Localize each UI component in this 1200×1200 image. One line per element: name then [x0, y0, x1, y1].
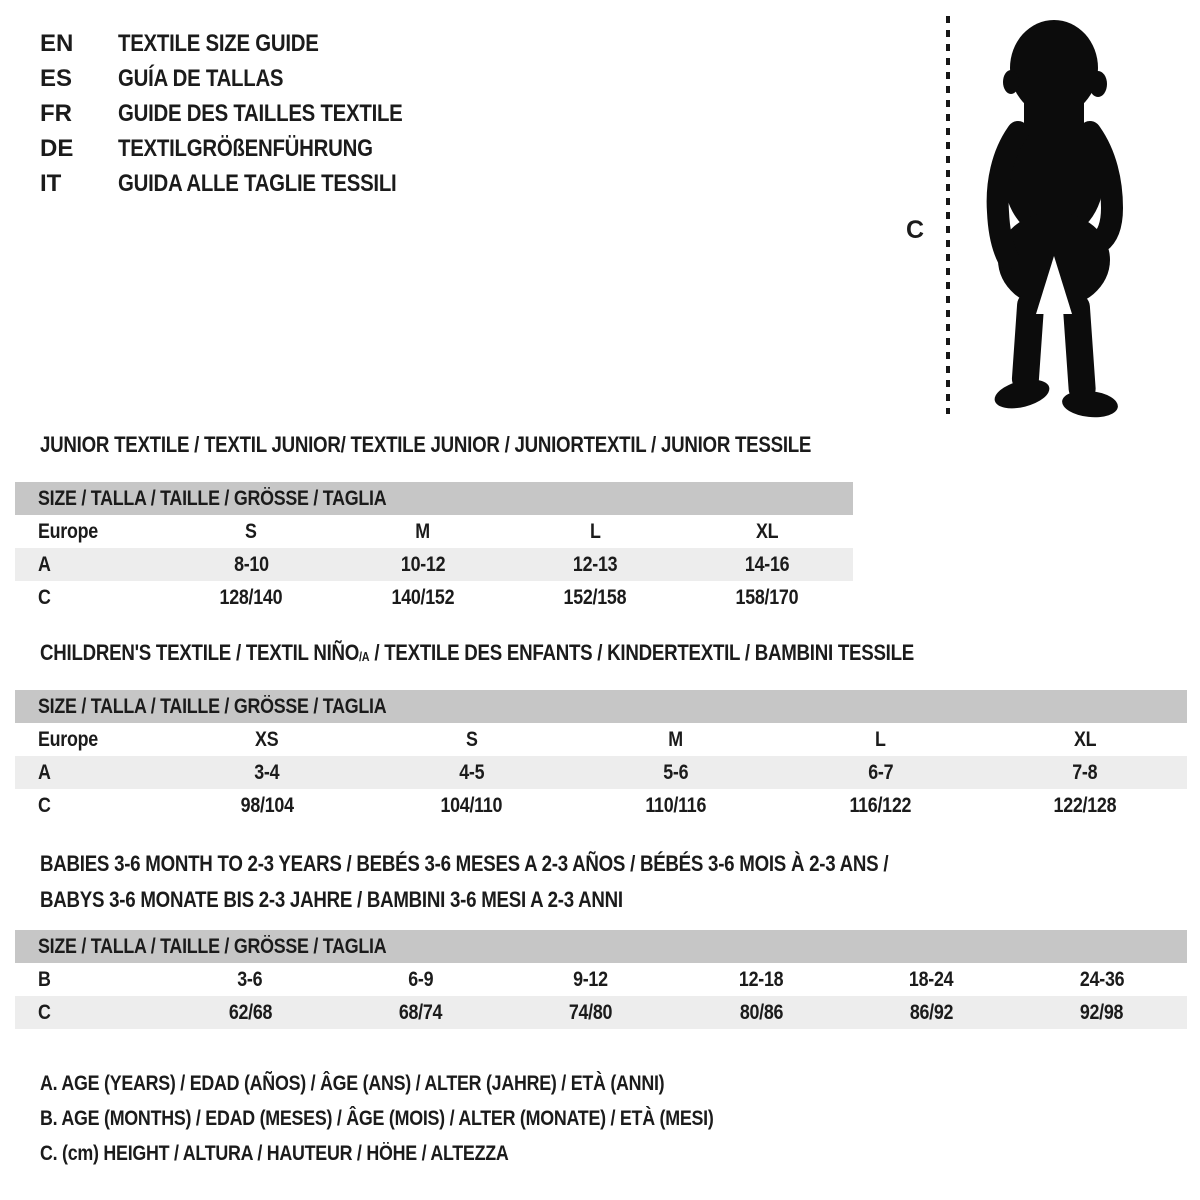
- language-title-text: TEXTILE SIZE GUIDE: [118, 30, 319, 57]
- section-heading-line: [40, 846, 1187, 882]
- language-title-text: GUIDA ALLE TAGLIE TESSILI: [118, 170, 397, 197]
- language-title: [118, 61, 453, 96]
- table-cell: [681, 515, 853, 548]
- row-label: [15, 756, 165, 789]
- section-childrens-textile: [15, 638, 1187, 822]
- table-cell-text: 152/158: [563, 586, 627, 609]
- table-cell: [574, 756, 778, 789]
- table-cell: [369, 789, 573, 822]
- table-row: [15, 581, 853, 614]
- height-dashed-line: [946, 16, 950, 414]
- table-row: [15, 723, 1187, 756]
- section-heading: [40, 430, 853, 482]
- heading-part: BABIES 3-6 MONTH TO 2-3 YEARS / BEBÉS 3-6 MESES A 2-3 AÑOS / BÉBÉS 3-6 MOIS À 2-3 ANS /: [40, 851, 889, 876]
- table-cell: [165, 581, 337, 614]
- heading-part: JUNIOR TEXTILE / TEXTIL JUNIOR/ TEXTILE JUNIOR / JUNIORTEXTIL / JUNIOR TESSILE: [40, 432, 812, 457]
- heading-small-suffix: /A: [359, 649, 370, 665]
- legend-line-text: A. AGE (YEARS) / EDAD (AÑOS) / ÂGE (ANS) / ALTER (JAHRE) / ETÀ (ANNI): [40, 1072, 665, 1095]
- table-cell-text: M: [668, 728, 684, 751]
- legend-line-text: C. (cm) HEIGHT / ALTURA / HAUTEUR / HÖHE / ALTEZZA: [40, 1142, 509, 1165]
- table-cell: [574, 723, 778, 756]
- table-cell: [1017, 963, 1187, 996]
- table-cell-text: 7-8: [1072, 761, 1098, 784]
- language-title-text: GUIDE DES TAILLES TEXTILE: [118, 100, 403, 127]
- table-cell-text: 122/128: [1053, 794, 1117, 817]
- table-cell-text: 74/80: [569, 1001, 613, 1024]
- table-cell-text: 5-6: [663, 761, 689, 784]
- heading-part: / TEXTILE DES ENFANTS / KINDERTEXTIL / BAMBINI TESSILE: [369, 640, 914, 665]
- table-cell: [778, 756, 982, 789]
- row-label: [15, 515, 165, 548]
- table-cell: [983, 723, 1187, 756]
- language-title: [118, 26, 453, 61]
- heading-part: CHILDREN'S TEXTILE / TEXTIL NIÑO: [40, 640, 360, 665]
- size-table: [15, 482, 853, 614]
- table-cell: [335, 963, 505, 996]
- table-cell: [506, 996, 676, 1029]
- table-cell-text: S: [245, 520, 257, 543]
- section-heading-text: [40, 638, 914, 672]
- table-cell-text: 110/116: [645, 794, 707, 817]
- table-cell-text: 18-24: [909, 968, 954, 991]
- table-cell-text: M: [415, 520, 431, 543]
- section-heading-line: [40, 638, 1187, 672]
- table-cell-text: 10-12: [400, 553, 446, 576]
- row-label: [15, 996, 165, 1029]
- row-label-text: C: [38, 586, 51, 609]
- table-cell: [165, 996, 335, 1029]
- language-row: [40, 131, 453, 166]
- language-title-text: TEXTILGRÖßENFÜHRUNG: [118, 135, 373, 162]
- table-cell: [681, 548, 853, 581]
- table-cell: [165, 789, 369, 822]
- heading-part: BABYS 3-6 MONATE BIS 2-3 JAHRE / BAMBINI 3-6 MESI A 2-3 ANNI: [40, 887, 623, 912]
- table-cell-text: L: [875, 728, 886, 751]
- row-label: [15, 548, 165, 581]
- table-cell: [983, 756, 1187, 789]
- table-cell-text: 68/74: [398, 1001, 443, 1024]
- row-label-text: C: [38, 794, 51, 817]
- table-cell-text: 14-16: [744, 553, 790, 576]
- language-code: IT: [40, 170, 62, 197]
- table-cell-text: 6-9: [407, 968, 434, 991]
- language-row: [40, 61, 453, 96]
- table-cell: [509, 548, 681, 581]
- table-cell: [846, 996, 1016, 1029]
- table-cell-text: L: [589, 520, 601, 543]
- table-cell: [506, 963, 676, 996]
- table-row: [15, 963, 1187, 996]
- table-cell-text: 80/86: [739, 1001, 783, 1024]
- table-cell-text: 12-13: [572, 553, 618, 576]
- legend-line: [40, 1101, 832, 1136]
- table-row: [15, 756, 1187, 789]
- table-cell-text: 98/104: [240, 794, 294, 817]
- table-cell: [165, 515, 337, 548]
- table-cell-text: 3-6: [237, 968, 263, 991]
- section-heading-text: [40, 882, 623, 918]
- table-cell: [165, 756, 369, 789]
- table-cell-text: 140/152: [391, 586, 455, 609]
- row-label-text: Europe: [38, 728, 98, 751]
- row-label-text: A: [38, 553, 51, 576]
- section-babies-textile: [15, 846, 1187, 1029]
- table-cell: [983, 789, 1187, 822]
- language-code: ES: [40, 65, 73, 92]
- size-table: [15, 690, 1187, 822]
- table-cell-text: 116/122: [849, 794, 912, 817]
- row-label: [15, 789, 165, 822]
- language-list: [40, 26, 453, 201]
- table-cell-text: 62/68: [228, 1001, 272, 1024]
- table-cell: [676, 963, 846, 996]
- table-row: [15, 548, 853, 581]
- row-label-text: A: [38, 761, 51, 784]
- table-cell-text: 104/110: [440, 794, 503, 817]
- row-label: [15, 963, 165, 996]
- baby-silhouette-icon: [962, 12, 1144, 418]
- table-cell: [165, 963, 335, 996]
- table-cell-text: S: [465, 728, 478, 751]
- language-row: [40, 26, 453, 61]
- table-header: SIZE / TALLA / TAILLE / GRÖSSE / TAGLIA: [15, 690, 1187, 723]
- table-cell: [574, 789, 778, 822]
- table-cell: [509, 515, 681, 548]
- legend-line: [40, 1066, 832, 1101]
- language-code: EN: [40, 30, 74, 57]
- table-cell: [369, 756, 573, 789]
- table-cell-text: XL: [755, 520, 779, 543]
- section-heading-line: [40, 430, 853, 460]
- table-cell-text: 158/170: [735, 586, 799, 609]
- row-label: [15, 581, 165, 614]
- table-cell-text: 3-4: [254, 761, 280, 784]
- section-heading-text: [40, 846, 888, 882]
- table-row: [15, 515, 853, 548]
- legend-line-text: B. AGE (MONTHS) / EDAD (MESES) / ÂGE (MOIS) / ALTER (MONATE) / ETÀ (MESI): [40, 1107, 714, 1130]
- language-code: DE: [40, 135, 74, 162]
- table-cell: [335, 996, 505, 1029]
- row-label-text: Europe: [38, 520, 98, 543]
- table-cell-text: 9-12: [573, 968, 609, 991]
- table-cell-text: 128/140: [219, 586, 283, 609]
- section-heading: [40, 846, 1187, 930]
- table-cell-text: 8-10: [233, 553, 269, 576]
- table-cell: [337, 581, 509, 614]
- table-cell-text: 92/98: [1080, 1001, 1124, 1024]
- table-cell: [337, 515, 509, 548]
- section-heading-text: [40, 430, 811, 460]
- table-cell: [337, 548, 509, 581]
- size-table: [15, 930, 1187, 1029]
- table-header: SIZE / TALLA / TAILLE / GRÖSSE / TAGLIA: [15, 482, 853, 515]
- table-cell: [778, 789, 982, 822]
- language-title-text: GUÍA DE TALLAS: [118, 65, 284, 92]
- language-title: [118, 166, 453, 201]
- table-cell: [846, 963, 1016, 996]
- table-cell: [681, 581, 853, 614]
- table-cell: [676, 996, 846, 1029]
- table-row: [15, 996, 1187, 1029]
- section-heading-line: [40, 882, 1187, 918]
- row-label: [15, 723, 165, 756]
- table-cell: [165, 723, 369, 756]
- table-cell-text: 86/92: [909, 1001, 954, 1024]
- table-cell-text: 24-36: [1079, 968, 1124, 991]
- section-heading: [40, 638, 1187, 690]
- table-cell: [778, 723, 982, 756]
- row-label-text: B: [38, 968, 51, 991]
- section-junior-textile: [15, 430, 853, 614]
- language-row: [40, 166, 453, 201]
- table-cell-text: 12-18: [738, 968, 784, 991]
- table-cell: [1017, 996, 1187, 1029]
- row-label-text: C: [38, 1001, 51, 1024]
- table-cell: [165, 548, 337, 581]
- table-cell-text: 4-5: [459, 761, 485, 784]
- table-cell-text: XL: [1073, 728, 1096, 751]
- table-cell-text: XS: [255, 728, 279, 751]
- table-cell: [369, 723, 573, 756]
- height-measure-label: C: [906, 216, 925, 244]
- table-cell-text: 6-7: [867, 761, 893, 784]
- legend: [40, 1066, 832, 1171]
- table-cell: [509, 581, 681, 614]
- language-title: [118, 96, 453, 131]
- language-title: [118, 131, 453, 166]
- legend-line: [40, 1136, 832, 1171]
- language-code: FR: [40, 100, 72, 127]
- language-row: [40, 96, 453, 131]
- table-row: [15, 789, 1187, 822]
- table-header: SIZE / TALLA / TAILLE / GRÖSSE / TAGLIA: [15, 930, 1187, 963]
